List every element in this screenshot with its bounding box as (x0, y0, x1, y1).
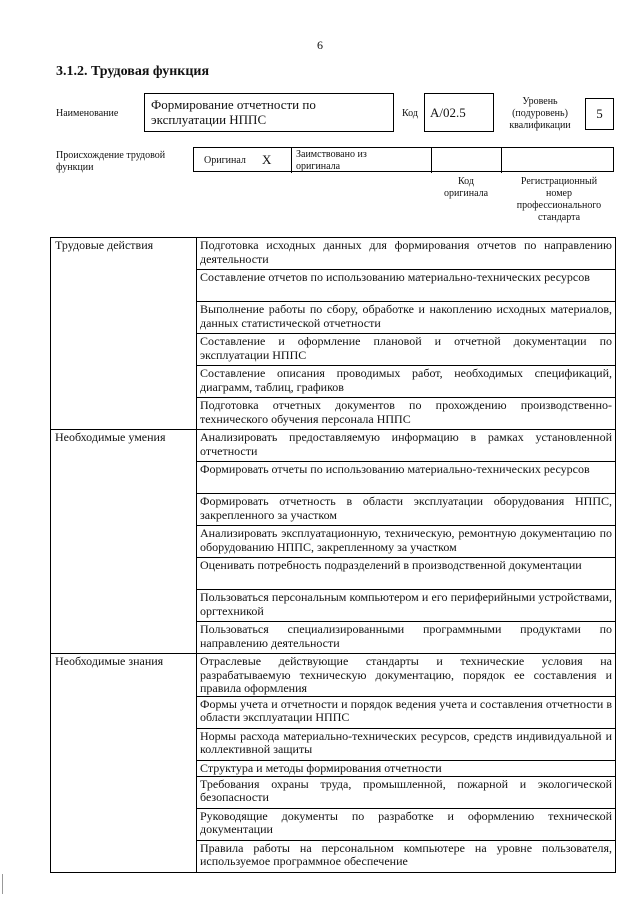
skill-item: Формировать отчеты по использованию материально-технических ресурсов (197, 462, 616, 494)
code-label: Код (402, 108, 418, 119)
original-label: Оригинал (204, 155, 246, 166)
knowledge-item: Требования охраны труда, промышленной, пожарной и экологической безопасности (197, 776, 616, 808)
labor-action-item: Составление и оформление плановой и отчетной документации по эксплуатации НППС (197, 334, 616, 366)
code-original-cell (432, 148, 502, 173)
skill-item: Оценивать потребность подразделений в производственной документации (197, 558, 616, 590)
knowledge-label: Необходимые знания (51, 654, 197, 873)
skill-item: Пользоваться специализированными программными продуктами по направлению деятельности (197, 622, 616, 654)
scan-margin-mark (2, 874, 3, 894)
reg-number-line-2: номер (546, 188, 572, 199)
labor-action-item: Выполнение работы по сбору, обработке и накоплению исходных материалов, данных статистической отчетности (197, 302, 616, 334)
name-label: Наименование (56, 108, 119, 119)
level-label (500, 96, 580, 132)
skill-item: Анализировать эксплуатационную, техническую, ремонтную документацию по оборудованию НППС, закрепленному за участком (197, 526, 616, 558)
page-number: 6 (317, 38, 323, 52)
function-table (50, 237, 616, 873)
labor-action-item: Подготовка отчетных документов по прохождению производственно-технического обучения персонала НППС (197, 398, 616, 430)
reg-number-line-4: стандарта (537, 212, 581, 223)
knowledge-item: Правила работы на персональном компьютере на уровне пользователя, используемое программное обеспечение (197, 840, 616, 872)
knowledge-item: Формы учета и отчетности и порядок ведения учета и составления отчетности в области эксплуатации НППС (197, 696, 616, 728)
knowledge-item: Структура и методы формирования отчетности (197, 760, 616, 776)
knowledge-item: Отраслевые действующие стандарты и технические условия на разрабатываемую техническую документацию, порядок ее составления и правила оформления (197, 654, 616, 697)
origin-label-line-2: функции (56, 162, 94, 173)
name-value: Формирование отчетности по эксплуатации НППС (144, 93, 394, 132)
labor-action-item: Составление описания проводимых работ, необходимых спецификаций, диаграмм, таблиц, графиков (197, 366, 616, 398)
reg-number-caption (505, 176, 613, 224)
origin-table (193, 147, 614, 172)
original-mark: X (262, 152, 272, 167)
knowledge-item: Руководящие документы по разработке и оформлению технической документации (197, 808, 616, 840)
table-row (51, 430, 616, 462)
code-original-line-2: оригинала (443, 188, 489, 199)
borrowed-cell (292, 148, 432, 173)
labor-action-item: Составление отчетов по использованию материально-технических ресурсов (197, 270, 616, 302)
labor-action-item: Подготовка исходных данных для формирования отчетов по направлению деятельности (197, 238, 616, 270)
code-original-line-1: Код (458, 176, 474, 187)
level-value: 5 (585, 98, 614, 130)
knowledge-item: Нормы расхода материально-технических ресурсов, средств индивидуальной и коллективной защиты (197, 728, 616, 760)
code-original-caption (430, 176, 502, 200)
borrowed-label (296, 149, 367, 173)
table-row (51, 654, 616, 697)
origin-label (56, 150, 165, 174)
borrowed-label-line-2: оригинала (296, 161, 341, 172)
origin-label-line-1: Происхождение трудовой (56, 150, 166, 161)
section-title: 3.1.2. Трудовая функция (56, 64, 210, 79)
level-label-line-2: (подуровень) (512, 108, 568, 119)
reg-number-line-1: Регистрационный (520, 176, 598, 187)
skill-item: Формировать отчетность в области эксплуатации оборудования НППС, закрепленного за участком (197, 494, 616, 526)
borrowed-label-line-1: Заимствовано из (296, 149, 367, 160)
skills-label: Необходимые умения (51, 430, 197, 654)
skill-item: Анализировать предоставляемую информацию в рамках установленной отчетности (197, 430, 616, 462)
level-label-line-3: квалификации (509, 120, 571, 131)
code-value: А/02.5 (424, 93, 494, 132)
skill-item: Пользоваться персональным компьютером и его периферийными устройствами, оргтехникой (197, 590, 616, 622)
labor-actions-label: Трудовые действия (51, 238, 197, 430)
reg-number-line-3: профессионального (516, 200, 602, 211)
table-row (51, 238, 616, 270)
level-label-line-1: Уровень (522, 96, 558, 107)
original-cell (194, 148, 292, 173)
